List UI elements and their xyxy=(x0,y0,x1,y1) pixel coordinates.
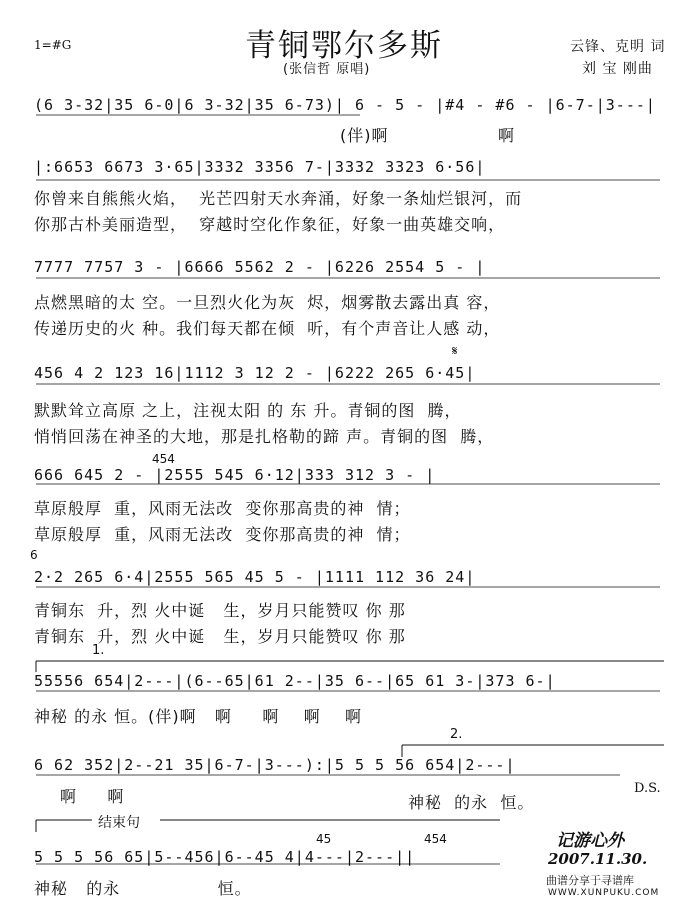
system-2-lyrics-verse-1: 你曾来自熊熊火焰， 光芒四射天水奔涌，好象一条灿烂银河，而 xyxy=(34,189,523,208)
segno-sign: 𝄋 xyxy=(452,344,458,359)
coda-label: 结束句 xyxy=(98,815,140,831)
system-5-grace-notes: 454 xyxy=(152,452,175,466)
system-6-lyrics-verse-1: 青铜东 升，烈 火中诞 生，岁月只能赞叹 你 那 xyxy=(34,601,406,620)
system-3-notes: 7777 7757 3 - |6666 5562 2 - |6226 2554 5 - | xyxy=(34,258,486,276)
system-5-notes: 666 645 2 - |2555 545 6·12|333 312 3 - | xyxy=(34,466,436,484)
system-4-lyrics-verse-2: 悄悄回荡在神圣的大地，那是扎格勒的蹄 声。青铜的图 腾， xyxy=(34,427,495,446)
system-2-notes: |:6653 6673 3·65|3332 3356 7-|3332 3323 6·56| xyxy=(34,158,486,176)
system-6-notes: 2·2 265 6·4|2555 565 45 5 - |1111 112 36 24| xyxy=(34,568,476,586)
source-website: WWW.XUNPUKU.COM xyxy=(548,888,660,898)
coda-grace-notes-2: 454 xyxy=(424,832,447,846)
system-5-lyrics-verse-2: 草原般厚 重，风雨无法改 变你那高贵的神 情； xyxy=(34,525,411,544)
song-title: 青铜鄂尔多斯 xyxy=(245,28,443,64)
system-8-notes: 6 62 352|2--21 35|6-7-|3---):|5 5 5 56 654|2---| xyxy=(34,756,516,774)
system-7-notes: 55556 654|2---|(6--65|61 2--|35 6--|65 61 3-|373 6-| xyxy=(34,672,556,690)
system-6-grace-note: 6 xyxy=(30,548,38,562)
system-3-lyrics-verse-2: 传递历史的火 种。我们每天都在倾 听，有个声音让人感 动， xyxy=(34,319,501,338)
system-8-lyrics-intro: 啊 啊 xyxy=(60,787,125,806)
composer-credit: 刘 宝 刚曲 xyxy=(582,61,653,77)
system-9-lyrics: 神秘 的永 恒。 xyxy=(34,879,252,898)
volta-2-label: 2. xyxy=(450,727,463,742)
original-singer: (张信哲 原唱) xyxy=(283,62,371,77)
system-5-lyrics-verse-1: 草原般厚 重，风雨无法改 变你那高贵的神 情； xyxy=(34,499,411,518)
key-signature: 1=#G xyxy=(34,38,72,52)
system-8-lyrics-ending: 神秘 的永 恒。 xyxy=(408,793,535,812)
system-7-lyrics: 神秘 的永 恒。(伴)啊 啊 啊 啊 啊 xyxy=(34,707,363,726)
source-note: 曲谱分享于寻谱库 xyxy=(546,874,634,887)
dal-segno-mark: D.S. xyxy=(634,781,661,796)
system-9-notes: 5 5 5 56 65|5--456|6--45 4|4---|2---|| xyxy=(34,848,416,866)
system-4-lyrics-verse-1: 默默耸立高原 之上，注视太阳 的 东 升。青铜的图 腾， xyxy=(34,401,462,420)
signature-date: 2007.11.30. xyxy=(548,850,648,868)
coda-grace-notes-1: 45 xyxy=(316,832,332,846)
system-2-lyrics-verse-2: 你那古朴美丽造型， 穿越时空化作象征，好象一曲英雄交响， xyxy=(34,215,506,234)
volta-1-label: 1. xyxy=(92,643,105,658)
lyricist-credit: 云锋、克明 词 xyxy=(570,39,666,55)
system-1-lyrics: (伴)啊 啊 xyxy=(340,126,516,145)
system-1-notes: (6 3-32|35 6-0|6 3-32|35 6-73)| 6 - 5 - |#4 - #6 - |6-7-|3---| xyxy=(34,96,656,114)
signature: 记游心外 xyxy=(556,831,624,851)
system-4-notes: 456 4 2 123 16|1112 3 12 2 - |6222 265 6·45| xyxy=(34,364,476,382)
system-6-lyrics-verse-2: 青铜东 升，烈 火中诞 生，岁月只能赞叹 你 那 xyxy=(34,627,406,646)
system-3-lyrics-verse-1: 点燃黑暗的太 空。一旦烈火化为灰 烬，烟雾散去露出真 容， xyxy=(34,293,501,312)
